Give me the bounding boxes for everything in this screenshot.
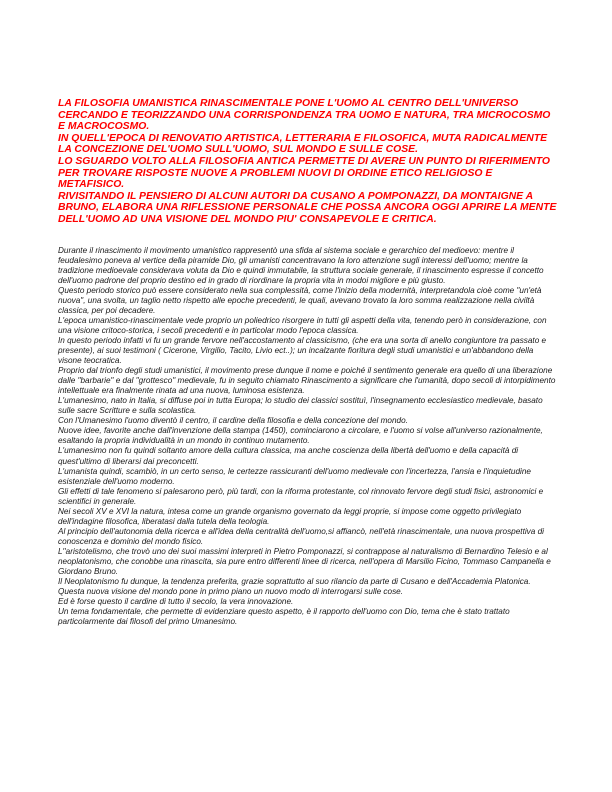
body-paragraph: Nuove idee, favorite anche dall'invenzione della stampa (1450), cominciarono a circolare, e l'uomo si volse all'universo razionalmente, esaltando la propria individualità in un mondo in continuo mutamento. xyxy=(58,426,543,446)
document-page xyxy=(58,98,558,627)
body-paragraph: Durante il rinascimento il movimento umanistico rappresentò una sfida al sistema sociale e gerarchico del medioevo: mentre il feudalesimo poneva al vertice della piramide Dio, gli umanisti concentravano la loro attenzione sugli interessi dell'uomo; mentre la tradizione medioevale considerava voluta da Dio e quindi immutabile, la struttura sociale generale, il rinascimento espresse il concetto dell'uomo padrone del proprio destino ed in grado di riordinare la propria vita in modoi migliore e più giusto. xyxy=(58,245,544,285)
body-paragraph: L'epoca umanistico-rinascimentale vede proprio un poliedrico risorgere in tutti gli aspetti della vita, tenendo però in considerazione, con una visione critoco-storica, i secoli precedenti e in particolar modo l'epoca classica. xyxy=(58,315,547,335)
body-paragraph: Al principio dell'autonomia della ricerca e all'idea della centralità dell'uomo,si affiancò, nell'età rinascimentale, una nuova prospettiva di conoscenza e dominio del mondo fisico. xyxy=(58,526,544,546)
intro-paragraph: IN QUELL'EPOCA DI RENOVATIO ARTISTICA, LETTERARIA E FILOSOFICA, MUTA RADICALMENTE LA CONCEZIONE DEL'UOMO SULL'UOMO, SUL MONDO E SULLE COSE. xyxy=(58,132,548,156)
body-paragraph: Questo periodo storico può essere considerato nella sua complessità, come l'inizio della modernità, interpretandola cioè come "un'età nuova", una svolta, un taglio netto rispetto alle epoche precedenti, le quali, avevano trovato la loro somma realizzazione nella civiltà classica, per poi decadere. xyxy=(58,285,542,315)
body-paragraph: Questa nuova visione del mondo pone in primo piano un nuovo modo di interrogarsi sulle cose. xyxy=(58,587,403,597)
body-paragraph: In questo periodo infatti vi fu un grande fervore nell'accostamento al classicismo, (che era una sorta di anello congiuntore tra passato e presente), ai suoi testimoni ( Cicerone, Virgilio, Tacito, Livio ect..); un incalzante fioritura degli studi umanistici e un'abbandono della visone teocratica. xyxy=(58,335,547,366)
body-paragraph: L'umanesimo, nato in Italia, si diffuse poi in tutta Europa; lo studio dei classici sostituì, l'insegnamento ecclesiastico medievale, basato sulle sacre Scritture e sulla scolastica. xyxy=(58,396,543,416)
body-paragraph: Il Neoplatonismo fu dunque, la tendenza preferita, grazie soprattutto al suo rilancio da parte di Cusano e dell'Accademia Platonica. xyxy=(58,577,531,587)
body-paragraph: Ed è forse questo il cardine di tutto il secolo, la vera innovazione. xyxy=(58,597,294,607)
body-section xyxy=(58,246,558,628)
body-paragraph: Un tema fondamentale, che permette di evidenziare questo aspetto, è il rapporto dell'uomo con Dio, tema che è stato trattato particolarmente dai filosofi del primo Umanesimo. xyxy=(58,607,510,627)
intro-paragraph: LA FILOSOFIA UMANISTICA RINASCIMENTALE PONE L'UOMO AL CENTRO DELL'UNIVERSO CERCANDO E TEORIZZANDO UNA CORRISPONDENZA TRA UOMO E NATURA, TRA MICROCOSMO E MACROCOSMO. xyxy=(58,98,551,133)
intro-paragraph: LO SGUARDO VOLTO ALLA FILOSOFIA ANTICA PERMETTE DI AVERE UN PUNTO DI RIFERIMENTO PER TROVARE RISPOSTE NUOVE A PROBLEMI NUOVI DI ORDINE ETICO RELIGIOSO E METAFISICO. xyxy=(58,155,551,191)
intro-section xyxy=(58,98,558,226)
body-paragraph: Proprio dal trionfo degli studi umanistici, il movimento prese dunque il nome e poiché il sentimento generale era quello di una liberazione dalle "barbarie" e dal "grottesco" medievale, fu in seguito chiamato Rinascimento a significare che l'umanità, dopo secoli di intorpidimento intellettuale era finalmente rinata ad una nuova, luminosa esistenza. xyxy=(58,366,556,396)
body-paragraph: Gli effetti di tale fenomeno si palesarono però, più tardi, con la riforma protestante, col rinnovato fervore degli studi fisici, astronomici e scientifici in generale. xyxy=(58,486,544,506)
body-paragraph: L''aristotelismo, che trovò uno dei suoi massimi interpreti in Pietro Pomponazzi, si contrappose al naturalismo di Bernardino Telesio e al neoplatonismo, che conobbe una rinascita, sia pure entro differenti linee di ricerca, nell'opera di Marsilio Ficino, Tommaso Campanella e Giordano Bruno. xyxy=(58,546,551,577)
body-paragraph: L'umanista quindi, scambiò, in un certo senso, le certezze rassicuranti dell'uomo medievale con l'incertezza, l'ansia e l'inquietudine esistenziale dell'uomo moderno. xyxy=(58,466,531,486)
body-paragraph: Nei secoli XV e XVI la natura, intesa come un grande organismo governato da leggi proprie, si impose come oggetto privilegiato dell'indagine filosofica, liberatasi dalla tutela della teologia. xyxy=(58,506,522,526)
body-paragraph: L'umanesimo non fu quindi soltanto amore della cultura classica, ma anche coscienza della libertà dell'uomo e della capacità di quest'ultimo di liberarsi dai preconcetti. xyxy=(58,446,519,466)
body-paragraph: Con l'Umanesimo l'uomo diventò il centro, il cardine della filosofia e della concezione del mondo. xyxy=(58,416,408,426)
intro-paragraph: RIVISITANDO IL PENSIERO DI ALCUNI AUTORI DA CUSANO A POMPONAZZI, DA MONTAIGNE A BRUNO, ELABORA UNA RIFLESSIONE PERSONALE CHE POSSA ANCORA OGGI APRIRE LA MENTE DELL'UOMO AD UNA VISIONE DEL MONDO PIU' CONSAPEVOLE E CRITICA. xyxy=(58,190,557,225)
